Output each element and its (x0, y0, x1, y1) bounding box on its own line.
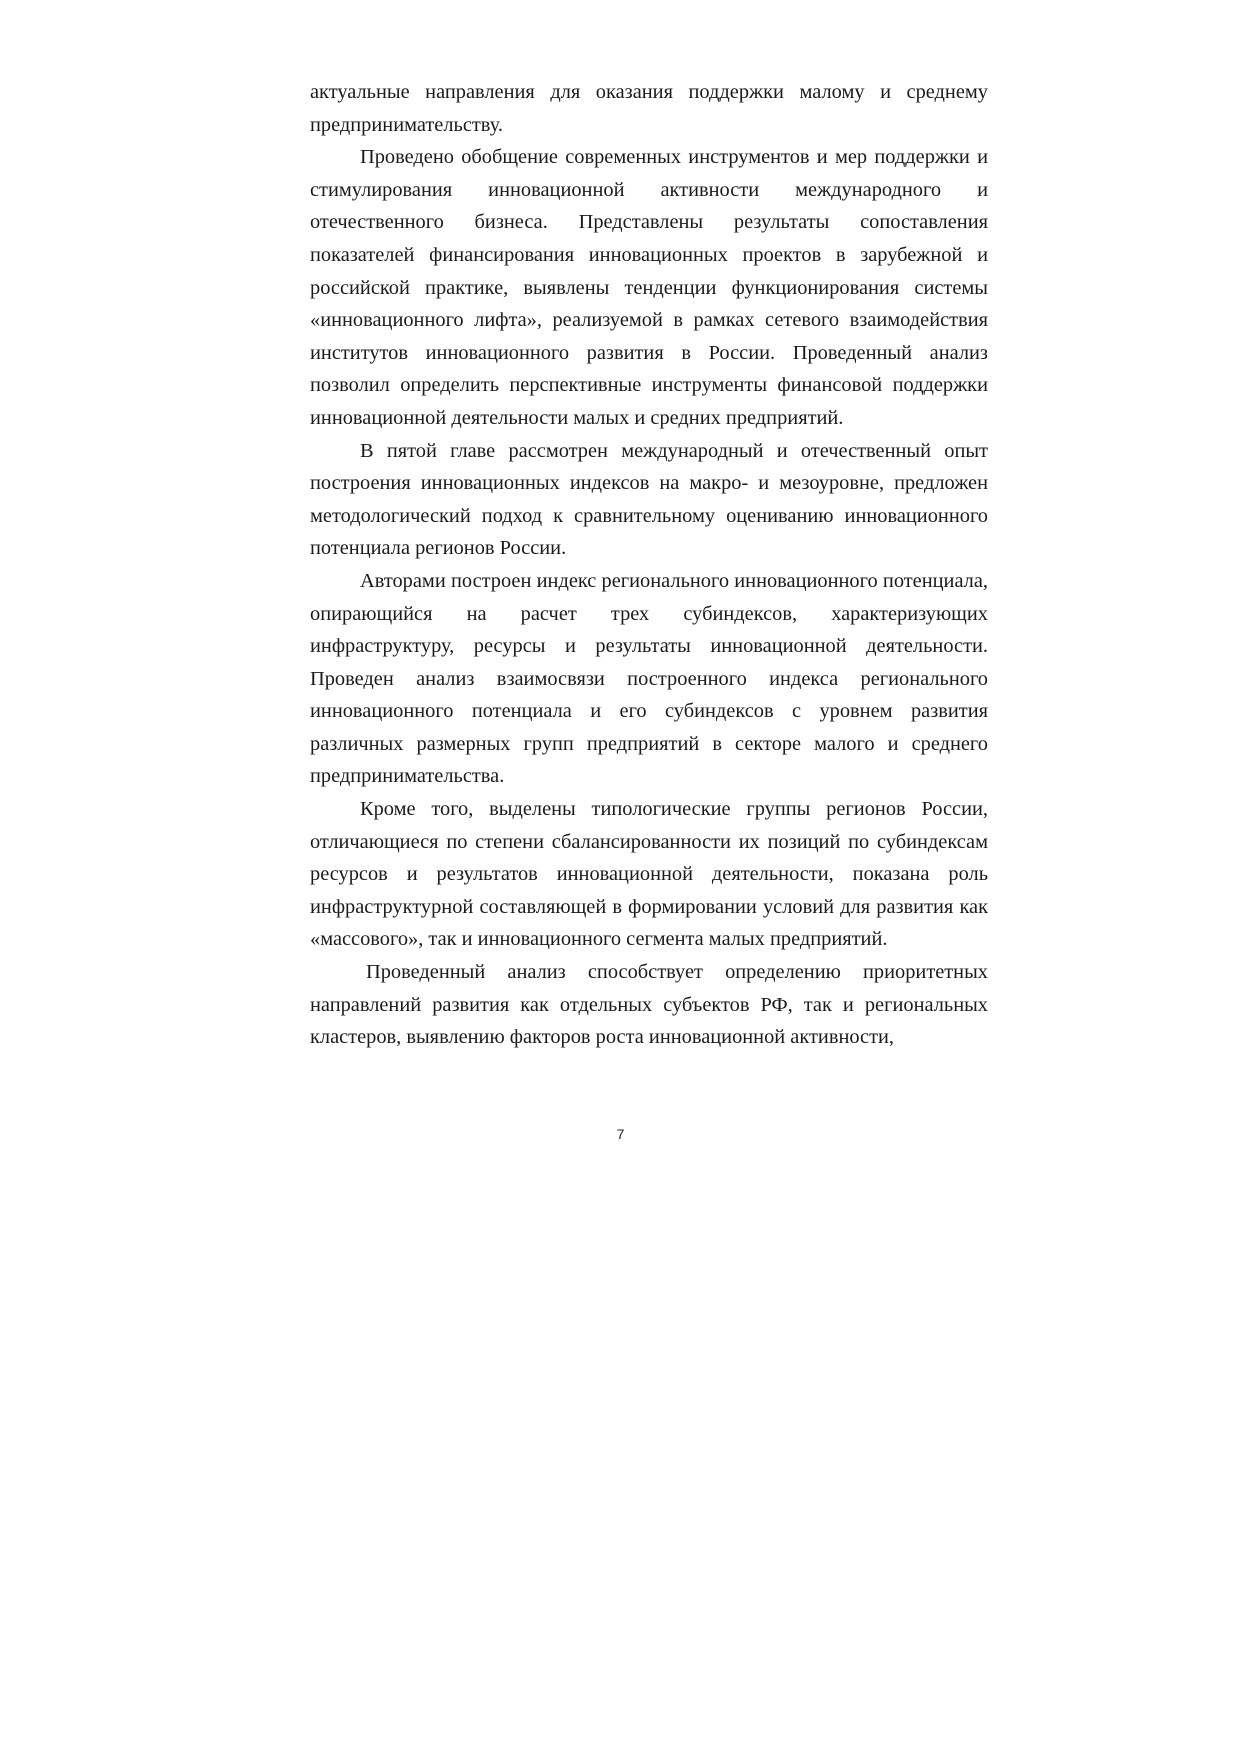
body-text (310, 76, 988, 1054)
paragraph-regional-index: Авторами построен индекс регионального инновационного потенциала, опирающийся на расчет трех субиндексов, характеризующих инфраструктуру, ресурсы и результаты инновационной деятельности. Проведен анализ взаимосвязи построенного индекса регионального инновационного потенциала и его субиндексов с уровнем развития различных размерных групп предприятий в секторе малого и среднего предпринимательства. (310, 569, 988, 788)
paragraph-analysis-priorities: Проведенный анализ способствует определению приоритетных направлений развития как отдельных субъектов РФ, так и региональных кластеров, выявлению факторов роста инновационной активности, (310, 961, 988, 1049)
paragraph-typological-groups: Кроме того, выделены типологические группы регионов России, отличающиеся по степени сбалансированности их позиций по субиндексам ресурсов и результатов инновационной деятельности, показана роль инфраструктурной составляющей в формировании условий для развития как «массового», так и инновационного сегмента малых предприятий. (310, 798, 988, 951)
paragraph-fifth-chapter: В пятой главе рассмотрен международный и отечественный опыт построения инновационных индексов на макро- и мезоуровне, предложен методологический подход к сравнительному оцениванию инновационного потенциала регионов России. (310, 439, 988, 560)
paragraph-support-tools: Проведено обобщение современных инструментов и мер поддержки и стимулирования инновационной активности международного и отечественного бизнеса. Представлены результаты сопоставления показателей финансирования инновационных проектов в зарубежной и российской практике, выявлены тенденции функционирования системы «инновационного лифта», реализуемой в рамках сетевого взаимодействия институтов инновационного развития в России. Проведенный анализ позволил определить перспективные инструменты финансовой поддержки инновационной деятельности малых и средних предприятий. (310, 146, 988, 429)
paragraph-continuation: актуальные направления для оказания поддержки малому и среднему предпринимательству. (310, 81, 988, 136)
page-number: 7 (616, 1126, 625, 1142)
